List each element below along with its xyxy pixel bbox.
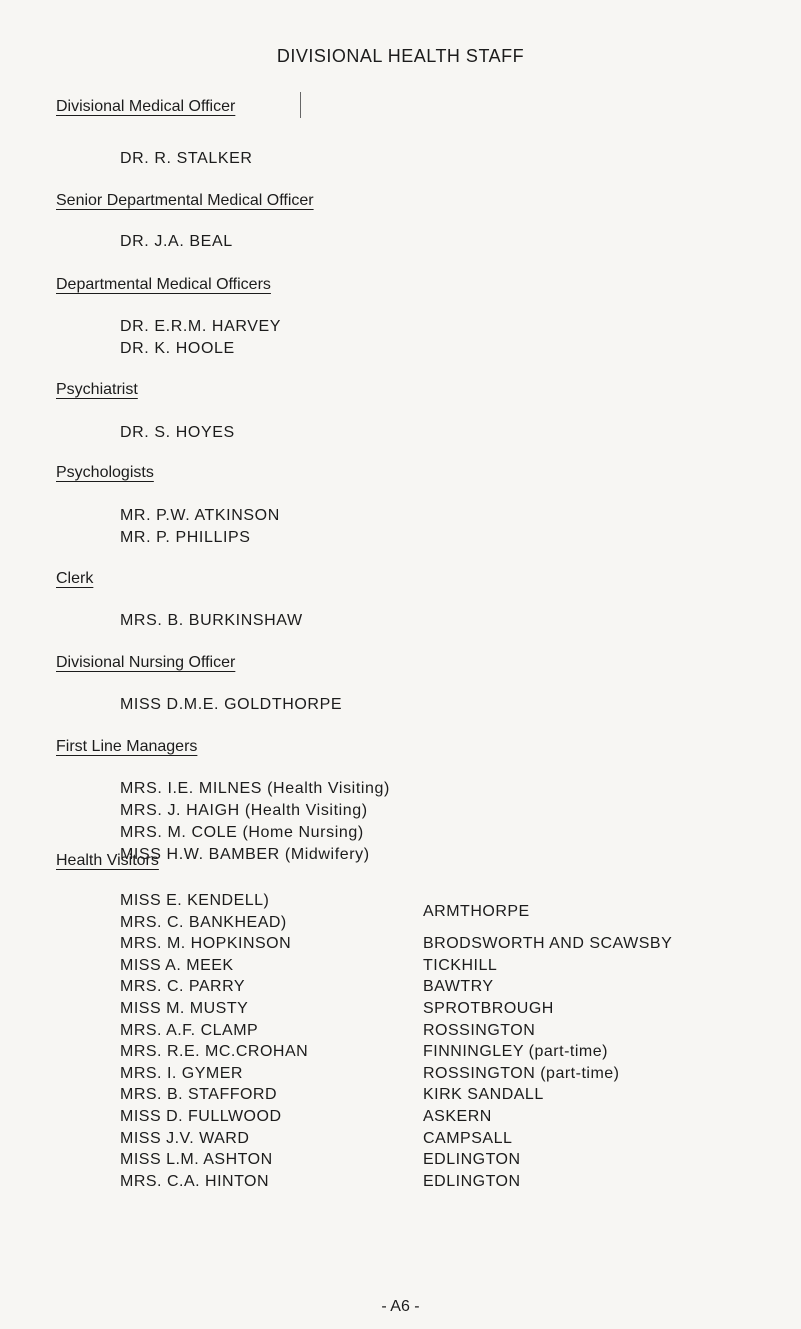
hv-name: MRS. A.F. CLAMP	[120, 1021, 259, 1039]
name-dmos-1: DR. K. HOOLE	[120, 340, 235, 357]
name-flm-2: MRS. M. COLE (Home Nursing)	[120, 824, 364, 841]
heading-clerk: Clerk	[56, 570, 94, 587]
hv-name: MRS. C.A. HINTON	[120, 1172, 270, 1190]
heading-divisional-medical-officer: Divisional Medical Officer	[56, 98, 236, 115]
hv-name: MRS. C. PARRY	[120, 978, 246, 996]
name-dno-0: MISS D.M.E. GOLDTHORPE	[120, 696, 343, 713]
hv-name: MISS M. MUSTY	[120, 999, 249, 1017]
hv-name: MRS. R.E. MC.CROHAN	[120, 1043, 309, 1061]
hv-name: MISS A. MEEK	[120, 956, 234, 974]
name-flm-3: MISS H.W. BAMBER (Midwifery)	[120, 846, 370, 863]
name-sdmo-0: DR. J.A. BEAL	[120, 233, 233, 250]
name-dmo-0: DR. R. STALKER	[120, 150, 253, 167]
heading-psychiatrist: Psychiatrist	[56, 381, 138, 398]
hv-place: ROSSINGTON	[423, 1021, 536, 1039]
hv-name: MISS L.M. ASHTON	[120, 1151, 273, 1169]
hv-place: SPROTBROUGH	[423, 999, 554, 1017]
page-title: DIVISIONAL HEALTH STAFF	[276, 46, 525, 66]
hv-place: BRODSWORTH AND SCAWSBY	[423, 935, 673, 953]
hv-place: KIRK SANDALL	[423, 1086, 544, 1104]
name-psychiatrist-0: DR. S. HOYES	[120, 424, 235, 441]
heading-divisional-nursing-officer: Divisional Nursing Officer	[56, 654, 236, 671]
name-psychologists-1: MR. P. PHILLIPS	[120, 529, 251, 546]
hv-name: MRS. I. GYMER	[120, 1064, 243, 1082]
name-flm-0: MRS. I.E. MILNES (Health Visiting)	[120, 780, 390, 797]
hv-name: MRS. C. BANKHEAD)	[120, 913, 287, 931]
hv-name: MISS E. KENDELL)	[120, 892, 270, 909]
heading-health-visitors: Health Visitors	[56, 852, 159, 869]
name-dmos-0: DR. E.R.M. HARVEY	[120, 318, 282, 335]
hv-place: BAWTRY	[423, 978, 494, 996]
hv-name: MRS. B. STAFFORD	[120, 1086, 278, 1104]
hv-name: MISS D. FULLWOOD	[120, 1107, 282, 1125]
hv-name: MRS. M. HOPKINSON	[120, 935, 292, 953]
hv-place: FINNINGLEY (part-time)	[423, 1043, 608, 1061]
name-psychologists-0: MR. P.W. ATKINSON	[120, 507, 280, 524]
heading-senior-departmental-medical-officer: Senior Departmental Medical Officer	[56, 192, 314, 209]
hv-place: ASKERN	[423, 1107, 492, 1125]
place-armthorpe: ARMTHORPE	[423, 903, 530, 920]
hv-place: TICKHILL	[423, 956, 498, 974]
hv-place: CAMPSALL	[423, 1129, 513, 1147]
name-flm-1: MRS. J. HAIGH (Health Visiting)	[120, 802, 368, 819]
page-number: - A6 -	[381, 1298, 420, 1315]
hv-place: ROSSINGTON (part-time)	[423, 1064, 620, 1082]
name-clerk-0: MRS. B. BURKINSHAW	[120, 612, 303, 629]
hv-place: EDLINGTON	[423, 1172, 521, 1190]
heading-psychologists: Psychologists	[56, 464, 154, 481]
heading-departmental-medical-officers: Departmental Medical Officers	[56, 276, 271, 293]
hv-name: MISS J.V. WARD	[120, 1129, 250, 1147]
hv-place: EDLINGTON	[423, 1151, 521, 1169]
margin-rule	[300, 92, 301, 118]
heading-first-line-managers: First Line Managers	[56, 738, 198, 755]
